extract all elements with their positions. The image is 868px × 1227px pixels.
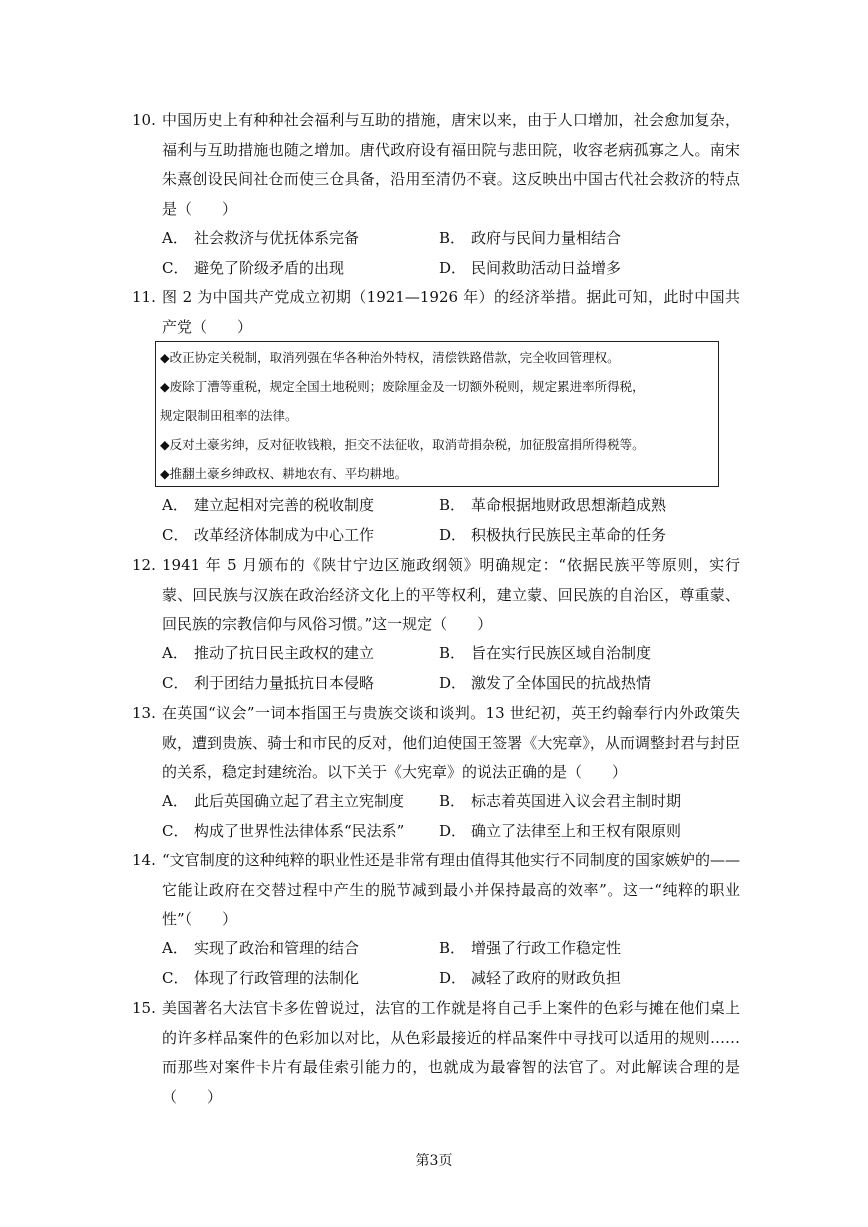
option-a: A． 建立起相对完善的税收制度 bbox=[162, 496, 375, 514]
question-number: 10. bbox=[132, 111, 156, 129]
question-stem: 在英国“议会”一词本指国王与贵族交谈和谈判。13 世纪初，英王约翰奉行内外政策失败，遭到贵族、骑士和市民的反对，他们迫使国王签署《大宪章》，从而调整封君与封臣的关系，稳定封建统治。以下关于《大宪章》的说法正确的是（ ） bbox=[162, 704, 740, 781]
option-d: D． 减轻了政府的财政负担 bbox=[439, 968, 622, 987]
option-b: B． 增强了行政工作稳定性 bbox=[439, 939, 622, 957]
question-number: 12. bbox=[132, 556, 156, 574]
option-b: B． 旨在实行民族区域自治制度 bbox=[439, 644, 652, 662]
options bbox=[162, 787, 740, 846]
option-b: B． 政府与民间力量相结合 bbox=[439, 229, 622, 247]
question-stem: 1941 年 5 月颁布的《陕甘宁边区施政纲领》明确规定：“依据民族平等原则，实行蒙、回民族与汉族在政治经济文化上的平等权利，建立蒙、回民族的自治区，尊重蒙、回民族的宗教信仰与风俗习惯。”这一规定（ ） bbox=[162, 556, 740, 633]
question-stem: 中国历史上有种种社会福利与互助的措施，唐宋以来，由于人口增加，社会愈加复杂，福利与互助措施也随之增加。唐代政府设有福田院与悲田院，收容老病孤寡之人。南宋朱熹创设民间社仓而使三仓具备，沿用至清仍不衰。这反映出中国古代社会救济的特点是（ ） bbox=[162, 111, 740, 218]
box-line: 规定限制田租率的法律。 bbox=[160, 408, 298, 423]
option-a: A． 社会救济与优抚体系完备 bbox=[162, 229, 360, 247]
option-a: A． 实现了政治和管理的结合 bbox=[162, 939, 360, 957]
question-stem: 美国著名大法官卡多佐曾说过，法官的工作就是将自己手上案件的色彩与摊在他们桌上的许多样品案件的色彩加以对比，从色彩最接近的样品案件中寻找可以适用的规则……而那些对案件卡片有最佳索引能力的，也就成为最睿智的法官了。对此解读合理的是（ ） bbox=[162, 999, 740, 1106]
measures-box bbox=[155, 341, 719, 487]
question-stem: 图 2 为中国共产党成立初期（1921—1926 年）的经济举措。据此可知，此时中国共产党（ ） bbox=[162, 288, 740, 336]
box-line: ◆废除丁漕等重税，规定全国土地税则；废除厘金及一切额外税则，规定累进率所得税， bbox=[160, 379, 645, 394]
option-c: C． 改革经济体制成为中心工作 bbox=[162, 525, 375, 544]
question-number: 13. bbox=[132, 704, 156, 722]
box-line: ◆反对土豪劣绅，反对征收钱粮，拒交不法征收，取消苛捐杂税，加征殷富捐所得税等。 bbox=[160, 437, 645, 452]
option-a: A． 此后英国确立起了君主立宪制度 bbox=[162, 792, 405, 810]
options bbox=[162, 934, 740, 993]
page-number: 第3页 bbox=[415, 1153, 453, 1169]
option-c: C． 构成了世界性法律体系“民法系” bbox=[162, 821, 405, 840]
box-line: ◆推翻土豪乡绅政权、耕地农有、平均耕地。 bbox=[160, 466, 408, 481]
question-number: 14. bbox=[132, 851, 156, 869]
option-a: A． 推动了抗日民主政权的建立 bbox=[162, 644, 375, 662]
option-d: D． 确立了法律至上和王权有限原则 bbox=[439, 821, 682, 840]
option-c: C． 体现了行政管理的法制化 bbox=[162, 968, 360, 987]
option-c: C． 利于团结力量抵抗日本侵略 bbox=[162, 673, 375, 692]
option-c: C． 避免了阶级矛盾的出现 bbox=[162, 258, 345, 277]
option-d: D． 积极执行民族民主革命的任务 bbox=[439, 525, 667, 544]
box-line: ◆改正协定关税制，取消列强在华各种治外特权，清偿铁路借款，完全收回管理权。 bbox=[160, 350, 620, 365]
options bbox=[162, 224, 740, 283]
option-b: B． 标志着英国进入议会君主制时期 bbox=[439, 792, 682, 810]
options bbox=[162, 491, 740, 550]
option-d: D． 民间救助活动日益增多 bbox=[439, 258, 622, 277]
option-b: B． 革命根据地财政思想渐趋成熟 bbox=[439, 496, 667, 514]
option-d: D． 激发了全体国民的抗战热情 bbox=[439, 673, 652, 692]
options bbox=[162, 639, 740, 698]
question-stem: “文官制度的这种纯粹的职业性还是非常有理由值得其他实行不同制度的国家嫉妒的——它能让政府在交替过程中产生的脱节减到最小并保持最高的效率”。这一“纯粹的职业性”（ ） bbox=[162, 851, 740, 928]
question-number: 11. bbox=[132, 288, 156, 306]
question-number: 15. bbox=[132, 999, 156, 1017]
